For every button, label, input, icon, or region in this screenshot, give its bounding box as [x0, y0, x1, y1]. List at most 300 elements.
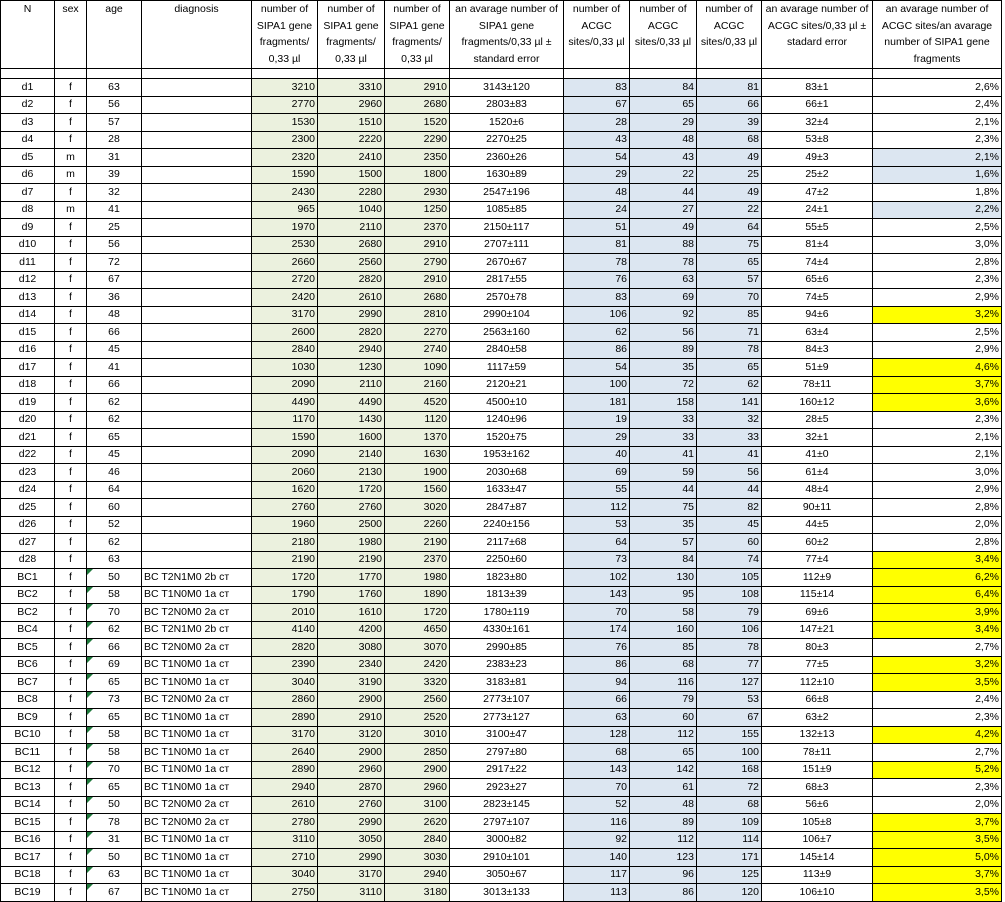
- table-row: [1, 219, 1002, 237]
- cell-acgc-1: 55: [564, 481, 630, 499]
- cell-acgc-3: 32: [697, 411, 762, 429]
- cell-acgc-avg: 24±1: [762, 201, 873, 219]
- cell-acgc-2: 65: [630, 96, 697, 114]
- cell-sipa1-1: 2320: [252, 149, 318, 167]
- cell-n: d14: [1, 306, 55, 324]
- cell-sipa1-2: 2500: [318, 516, 385, 534]
- cell-sipa1-1: 2760: [252, 499, 318, 517]
- cell-acgc-1: 53: [564, 516, 630, 534]
- cell-sipa1-avg: 2547±196: [450, 184, 564, 202]
- cell-age: 57: [87, 114, 142, 132]
- cell-sipa1-avg: 2817±55: [450, 271, 564, 289]
- cell-sex: f: [55, 236, 87, 254]
- cell-sipa1-1: 1530: [252, 114, 318, 132]
- table-row: [1, 551, 1002, 569]
- cell-sipa1-2: 3050: [318, 831, 385, 849]
- cell-age: 58: [87, 726, 142, 744]
- cell-acgc-3: 71: [697, 324, 762, 342]
- cell-n: d20: [1, 411, 55, 429]
- cell-diagnosis: [142, 306, 252, 324]
- cell-ratio: 2,1%: [873, 114, 1002, 132]
- table-row: [1, 184, 1002, 202]
- cell-sipa1-avg: 1813±39: [450, 586, 564, 604]
- table-row: [1, 166, 1002, 184]
- cell-sipa1-1: 2090: [252, 376, 318, 394]
- cell-acgc-3: 125: [697, 866, 762, 884]
- cell-acgc-2: 86: [630, 884, 697, 902]
- cell-age: 70: [87, 761, 142, 779]
- cell-acgc-1: 51: [564, 219, 630, 237]
- cell-sipa1-3: 2960: [385, 779, 450, 797]
- cell-sipa1-2: 2990: [318, 814, 385, 832]
- header-row: [1, 1, 1002, 69]
- cell-sipa1-1: 2940: [252, 779, 318, 797]
- cell-n: d18: [1, 376, 55, 394]
- cell-sipa1-3: 2560: [385, 691, 450, 709]
- cell-acgc-3: 53: [697, 691, 762, 709]
- cell-acgc-3: 106: [697, 621, 762, 639]
- cell-ratio: 2,9%: [873, 481, 1002, 499]
- cell-sipa1-3: 3180: [385, 884, 450, 902]
- cell-acgc-1: 181: [564, 394, 630, 412]
- cell-acgc-2: 58: [630, 604, 697, 622]
- table-row: [1, 569, 1002, 587]
- cell-diagnosis: BC T1N0M0 1a ст: [142, 831, 252, 849]
- cell-sipa1-1: 2610: [252, 796, 318, 814]
- cell-sex: m: [55, 201, 87, 219]
- cell-acgc-avg: 83±1: [762, 79, 873, 97]
- cell-age: 50: [87, 849, 142, 867]
- cell-acgc-1: 78: [564, 254, 630, 272]
- cell-acgc-avg: 49±3: [762, 149, 873, 167]
- cell-age: 46: [87, 464, 142, 482]
- cell-sipa1-avg: 3000±82: [450, 831, 564, 849]
- cell-sipa1-1: 2530: [252, 236, 318, 254]
- cell-sipa1-1: 2060: [252, 464, 318, 482]
- cell-diagnosis: [142, 534, 252, 552]
- cell-sex: f: [55, 674, 87, 692]
- cell-n: BC4: [1, 621, 55, 639]
- cell-sipa1-3: 2270: [385, 324, 450, 342]
- cell-acgc-1: 29: [564, 429, 630, 447]
- cell-acgc-2: 33: [630, 411, 697, 429]
- cell-age: 60: [87, 499, 142, 517]
- cell-ratio: 2,6%: [873, 79, 1002, 97]
- cell-n: d12: [1, 271, 55, 289]
- cell-sex: f: [55, 429, 87, 447]
- cell-acgc-3: 105: [697, 569, 762, 587]
- cell-sex: m: [55, 149, 87, 167]
- cell-diagnosis: BC T1N0M0 1a ст: [142, 709, 252, 727]
- cell-acgc-2: 35: [630, 359, 697, 377]
- cell-diagnosis: [142, 131, 252, 149]
- cell-sipa1-avg: 2670±67: [450, 254, 564, 272]
- cell-age: 67: [87, 884, 142, 902]
- header-sipa1-2: number of SIPA1 gene fragments/ 0,33 µl: [318, 1, 385, 69]
- cell-acgc-3: 81: [697, 79, 762, 97]
- cell-acgc-avg: 151±9: [762, 761, 873, 779]
- header-acgc-1: number of ACGC sites/0,33 µl: [564, 1, 630, 69]
- cell-acgc-1: 48: [564, 184, 630, 202]
- cell-acgc-1: 81: [564, 236, 630, 254]
- cell-n: BC9: [1, 709, 55, 727]
- cell-sipa1-3: 2350: [385, 149, 450, 167]
- cell-acgc-avg: 41±0: [762, 446, 873, 464]
- cell-acgc-2: 61: [630, 779, 697, 797]
- cell-sipa1-3: 2420: [385, 656, 450, 674]
- cell-acgc-2: 57: [630, 534, 697, 552]
- cell-age: 41: [87, 359, 142, 377]
- cell-diagnosis: [142, 201, 252, 219]
- cell-ratio: 5,2%: [873, 761, 1002, 779]
- cell-sipa1-2: 2960: [318, 761, 385, 779]
- cell-sipa1-avg: 1823±80: [450, 569, 564, 587]
- cell-sipa1-avg: 4330±161: [450, 621, 564, 639]
- cell-sipa1-3: 2910: [385, 236, 450, 254]
- cell-acgc-2: 84: [630, 551, 697, 569]
- cell-sex: f: [55, 639, 87, 657]
- cell-acgc-1: 70: [564, 604, 630, 622]
- cell-diagnosis: BC T1N0M0 1a ст: [142, 884, 252, 902]
- cell-diagnosis: BC T2N0M0 2a ст: [142, 814, 252, 832]
- table-row: [1, 464, 1002, 482]
- cell-n: d2: [1, 96, 55, 114]
- cell-acgc-1: 68: [564, 744, 630, 762]
- table-row: [1, 831, 1002, 849]
- cell-diagnosis: BC T2N0M0 2a ст: [142, 796, 252, 814]
- cell-acgc-2: 60: [630, 709, 697, 727]
- cell-sipa1-1: 3040: [252, 866, 318, 884]
- cell-sipa1-avg: 3100±47: [450, 726, 564, 744]
- cell-acgc-2: 29: [630, 114, 697, 132]
- cell-diagnosis: [142, 446, 252, 464]
- cell-sipa1-3: 2900: [385, 761, 450, 779]
- cell-sipa1-1: 3110: [252, 831, 318, 849]
- cell-age: 45: [87, 446, 142, 464]
- cell-acgc-avg: 32±4: [762, 114, 873, 132]
- cell-sex: f: [55, 884, 87, 902]
- table-row: [1, 849, 1002, 867]
- table-row: [1, 254, 1002, 272]
- table-row: [1, 446, 1002, 464]
- cell-acgc-1: 69: [564, 464, 630, 482]
- cell-diagnosis: BC T1N0M0 1a ст: [142, 586, 252, 604]
- cell-acgc-avg: 56±6: [762, 796, 873, 814]
- cell-ratio: 2,3%: [873, 779, 1002, 797]
- cell-age: 39: [87, 166, 142, 184]
- cell-sipa1-2: 2560: [318, 254, 385, 272]
- cell-sipa1-3: 1890: [385, 586, 450, 604]
- cell-diagnosis: BC T1N0M0 1a ст: [142, 726, 252, 744]
- cell-n: d7: [1, 184, 55, 202]
- cell-sipa1-2: 2910: [318, 709, 385, 727]
- cell-ratio: 3,7%: [873, 866, 1002, 884]
- cell-n: BC10: [1, 726, 55, 744]
- cell-age: 62: [87, 534, 142, 552]
- cell-sex: f: [55, 726, 87, 744]
- cell-acgc-avg: 77±5: [762, 656, 873, 674]
- cell-ratio: 6,4%: [873, 586, 1002, 604]
- cell-acgc-avg: 145±14: [762, 849, 873, 867]
- cell-age: 63: [87, 79, 142, 97]
- cell-ratio: 2,9%: [873, 289, 1002, 307]
- cell-sex: f: [55, 79, 87, 97]
- cell-acgc-1: 62: [564, 324, 630, 342]
- cell-sex: f: [55, 341, 87, 359]
- cell-age: 65: [87, 674, 142, 692]
- header-sipa1-3: number of SIPA1 gene fragments/ 0,33 µl: [385, 1, 450, 69]
- cell-acgc-1: 63: [564, 709, 630, 727]
- cell-sex: f: [55, 481, 87, 499]
- cell-sipa1-avg: 2150±117: [450, 219, 564, 237]
- cell-sex: f: [55, 779, 87, 797]
- cell-sex: f: [55, 394, 87, 412]
- cell-sipa1-1: 2600: [252, 324, 318, 342]
- cell-acgc-2: 96: [630, 866, 697, 884]
- cell-acgc-1: 100: [564, 376, 630, 394]
- cell-diagnosis: [142, 394, 252, 412]
- table-row: [1, 429, 1002, 447]
- cell-acgc-1: 140: [564, 849, 630, 867]
- cell-ratio: 2,9%: [873, 341, 1002, 359]
- cell-acgc-1: 83: [564, 79, 630, 97]
- cell-n: d13: [1, 289, 55, 307]
- table-row: [1, 394, 1002, 412]
- cell-ratio: 3,0%: [873, 464, 1002, 482]
- cell-diagnosis: [142, 79, 252, 97]
- cell-sipa1-avg: 2383±23: [450, 656, 564, 674]
- cell-acgc-2: 89: [630, 341, 697, 359]
- table-row: [1, 709, 1002, 727]
- cell-sipa1-3: 1250: [385, 201, 450, 219]
- cell-sex: f: [55, 254, 87, 272]
- table-row: [1, 691, 1002, 709]
- cell-acgc-3: 68: [697, 796, 762, 814]
- cell-acgc-2: 33: [630, 429, 697, 447]
- cell-acgc-avg: 65±6: [762, 271, 873, 289]
- cell-acgc-avg: 84±3: [762, 341, 873, 359]
- cell-ratio: 2,3%: [873, 709, 1002, 727]
- table-row: [1, 324, 1002, 342]
- table-row: [1, 656, 1002, 674]
- cell-ratio: 1,8%: [873, 184, 1002, 202]
- cell-acgc-2: 44: [630, 481, 697, 499]
- header-acgc-avg: an avarage number of ACGC sites/0,33 µl ± stadard error: [762, 1, 873, 69]
- cell-sipa1-avg: 2120±21: [450, 376, 564, 394]
- cell-acgc-3: 155: [697, 726, 762, 744]
- cell-acgc-2: 56: [630, 324, 697, 342]
- cell-acgc-2: 78: [630, 254, 697, 272]
- cell-acgc-1: 73: [564, 551, 630, 569]
- table-row: [1, 96, 1002, 114]
- cell-sipa1-1: 2640: [252, 744, 318, 762]
- table-row: [1, 236, 1002, 254]
- cell-n: d4: [1, 131, 55, 149]
- cell-sipa1-1: 2820: [252, 639, 318, 657]
- cell-sipa1-avg: 2917±22: [450, 761, 564, 779]
- cell-acgc-1: 86: [564, 656, 630, 674]
- cell-sipa1-2: 2820: [318, 324, 385, 342]
- cell-n: d25: [1, 499, 55, 517]
- cell-acgc-1: 54: [564, 359, 630, 377]
- cell-sipa1-3: 3070: [385, 639, 450, 657]
- cell-sex: f: [55, 376, 87, 394]
- cell-sipa1-avg: 2803±83: [450, 96, 564, 114]
- cell-acgc-avg: 74±5: [762, 289, 873, 307]
- cell-diagnosis: [142, 184, 252, 202]
- cell-acgc-avg: 112±10: [762, 674, 873, 692]
- cell-acgc-2: 68: [630, 656, 697, 674]
- cell-acgc-1: 116: [564, 814, 630, 832]
- cell-acgc-3: 62: [697, 376, 762, 394]
- cell-acgc-3: 39: [697, 114, 762, 132]
- cell-sipa1-3: 1800: [385, 166, 450, 184]
- cell-acgc-avg: 94±6: [762, 306, 873, 324]
- table-row: [1, 149, 1002, 167]
- cell-age: 56: [87, 96, 142, 114]
- cell-sipa1-2: 2990: [318, 849, 385, 867]
- table-row: [1, 516, 1002, 534]
- table-row: [1, 341, 1002, 359]
- cell-n: d8: [1, 201, 55, 219]
- cell-age: 50: [87, 796, 142, 814]
- table-row: [1, 359, 1002, 377]
- cell-acgc-avg: 74±4: [762, 254, 873, 272]
- cell-sipa1-3: 2940: [385, 866, 450, 884]
- cell-acgc-1: 43: [564, 131, 630, 149]
- cell-acgc-2: 123: [630, 849, 697, 867]
- cell-ratio: 2,7%: [873, 744, 1002, 762]
- cell-diagnosis: BC T1N0M0 1a ст: [142, 674, 252, 692]
- cell-acgc-2: 142: [630, 761, 697, 779]
- cell-sipa1-avg: 1520±75: [450, 429, 564, 447]
- cell-n: d23: [1, 464, 55, 482]
- cell-acgc-1: 92: [564, 831, 630, 849]
- cell-acgc-avg: 44±5: [762, 516, 873, 534]
- cell-ratio: 2,3%: [873, 131, 1002, 149]
- table-row: [1, 604, 1002, 622]
- cell-sipa1-1: 2190: [252, 551, 318, 569]
- cell-age: 63: [87, 551, 142, 569]
- cell-sipa1-2: 2900: [318, 744, 385, 762]
- cell-acgc-1: 24: [564, 201, 630, 219]
- cell-acgc-3: 68: [697, 131, 762, 149]
- cell-sipa1-avg: 1085±85: [450, 201, 564, 219]
- table-row: [1, 271, 1002, 289]
- cell-acgc-2: 59: [630, 464, 697, 482]
- cell-sipa1-avg: 2250±60: [450, 551, 564, 569]
- cell-ratio: 2,4%: [873, 691, 1002, 709]
- cell-sex: f: [55, 131, 87, 149]
- cell-age: 64: [87, 481, 142, 499]
- header-n: N: [1, 1, 55, 69]
- cell-sipa1-3: 2290: [385, 131, 450, 149]
- table-row: [1, 289, 1002, 307]
- cell-sipa1-3: 3320: [385, 674, 450, 692]
- cell-age: 65: [87, 709, 142, 727]
- cell-acgc-2: 75: [630, 499, 697, 517]
- table-row: [1, 796, 1002, 814]
- cell-acgc-avg: 113±9: [762, 866, 873, 884]
- cell-acgc-avg: 90±11: [762, 499, 873, 517]
- cell-acgc-2: 43: [630, 149, 697, 167]
- cell-sipa1-3: 3010: [385, 726, 450, 744]
- table-row: [1, 744, 1002, 762]
- cell-diagnosis: BC T2N0M0 2a ст: [142, 604, 252, 622]
- cell-sipa1-1: 1170: [252, 411, 318, 429]
- cell-ratio: 2,5%: [873, 219, 1002, 237]
- cell-age: 65: [87, 429, 142, 447]
- cell-age: 28: [87, 131, 142, 149]
- cell-sex: f: [55, 499, 87, 517]
- cell-sipa1-1: 1590: [252, 429, 318, 447]
- cell-sipa1-2: 2610: [318, 289, 385, 307]
- cell-acgc-3: 79: [697, 604, 762, 622]
- cell-sipa1-1: 2840: [252, 341, 318, 359]
- cell-diagnosis: BC T2N0M0 2a ст: [142, 639, 252, 657]
- cell-sipa1-3: 1630: [385, 446, 450, 464]
- cell-sex: f: [55, 516, 87, 534]
- cell-ratio: 3,2%: [873, 306, 1002, 324]
- cell-sipa1-2: 1040: [318, 201, 385, 219]
- cell-acgc-3: 65: [697, 359, 762, 377]
- cell-sipa1-avg: 2923±27: [450, 779, 564, 797]
- cell-acgc-1: 66: [564, 691, 630, 709]
- cell-diagnosis: [142, 166, 252, 184]
- cell-sipa1-2: 1980: [318, 534, 385, 552]
- cell-diagnosis: BC T1N0M0 1a ст: [142, 656, 252, 674]
- cell-sipa1-2: 2870: [318, 779, 385, 797]
- cell-diagnosis: [142, 551, 252, 569]
- cell-acgc-1: 52: [564, 796, 630, 814]
- cell-acgc-3: 100: [697, 744, 762, 762]
- cell-sipa1-avg: 2030±68: [450, 464, 564, 482]
- cell-ratio: 5,0%: [873, 849, 1002, 867]
- cell-ratio: 3,5%: [873, 884, 1002, 902]
- cell-sipa1-avg: 1520±6: [450, 114, 564, 132]
- cell-sex: f: [55, 289, 87, 307]
- table-row: [1, 866, 1002, 884]
- cell-sex: f: [55, 271, 87, 289]
- cell-diagnosis: [142, 254, 252, 272]
- cell-sipa1-avg: 1630±89: [450, 166, 564, 184]
- cell-age: 62: [87, 621, 142, 639]
- cell-sex: f: [55, 306, 87, 324]
- cell-sipa1-3: 1090: [385, 359, 450, 377]
- cell-acgc-avg: 77±4: [762, 551, 873, 569]
- cell-ratio: 3,4%: [873, 551, 1002, 569]
- cell-ratio: 2,4%: [873, 96, 1002, 114]
- table-row: [1, 114, 1002, 132]
- cell-age: 73: [87, 691, 142, 709]
- cell-sipa1-3: 2520: [385, 709, 450, 727]
- cell-n: d9: [1, 219, 55, 237]
- cell-sipa1-3: 2260: [385, 516, 450, 534]
- cell-acgc-avg: 25±2: [762, 166, 873, 184]
- cell-age: 50: [87, 569, 142, 587]
- cell-ratio: 4,2%: [873, 726, 1002, 744]
- cell-acgc-3: 120: [697, 884, 762, 902]
- cell-sipa1-avg: 2797±107: [450, 814, 564, 832]
- cell-acgc-avg: 32±1: [762, 429, 873, 447]
- cell-n: BC7: [1, 674, 55, 692]
- cell-n: d27: [1, 534, 55, 552]
- cell-age: 70: [87, 604, 142, 622]
- cell-diagnosis: [142, 464, 252, 482]
- cell-age: 31: [87, 831, 142, 849]
- cell-sipa1-1: 2660: [252, 254, 318, 272]
- cell-sipa1-3: 2790: [385, 254, 450, 272]
